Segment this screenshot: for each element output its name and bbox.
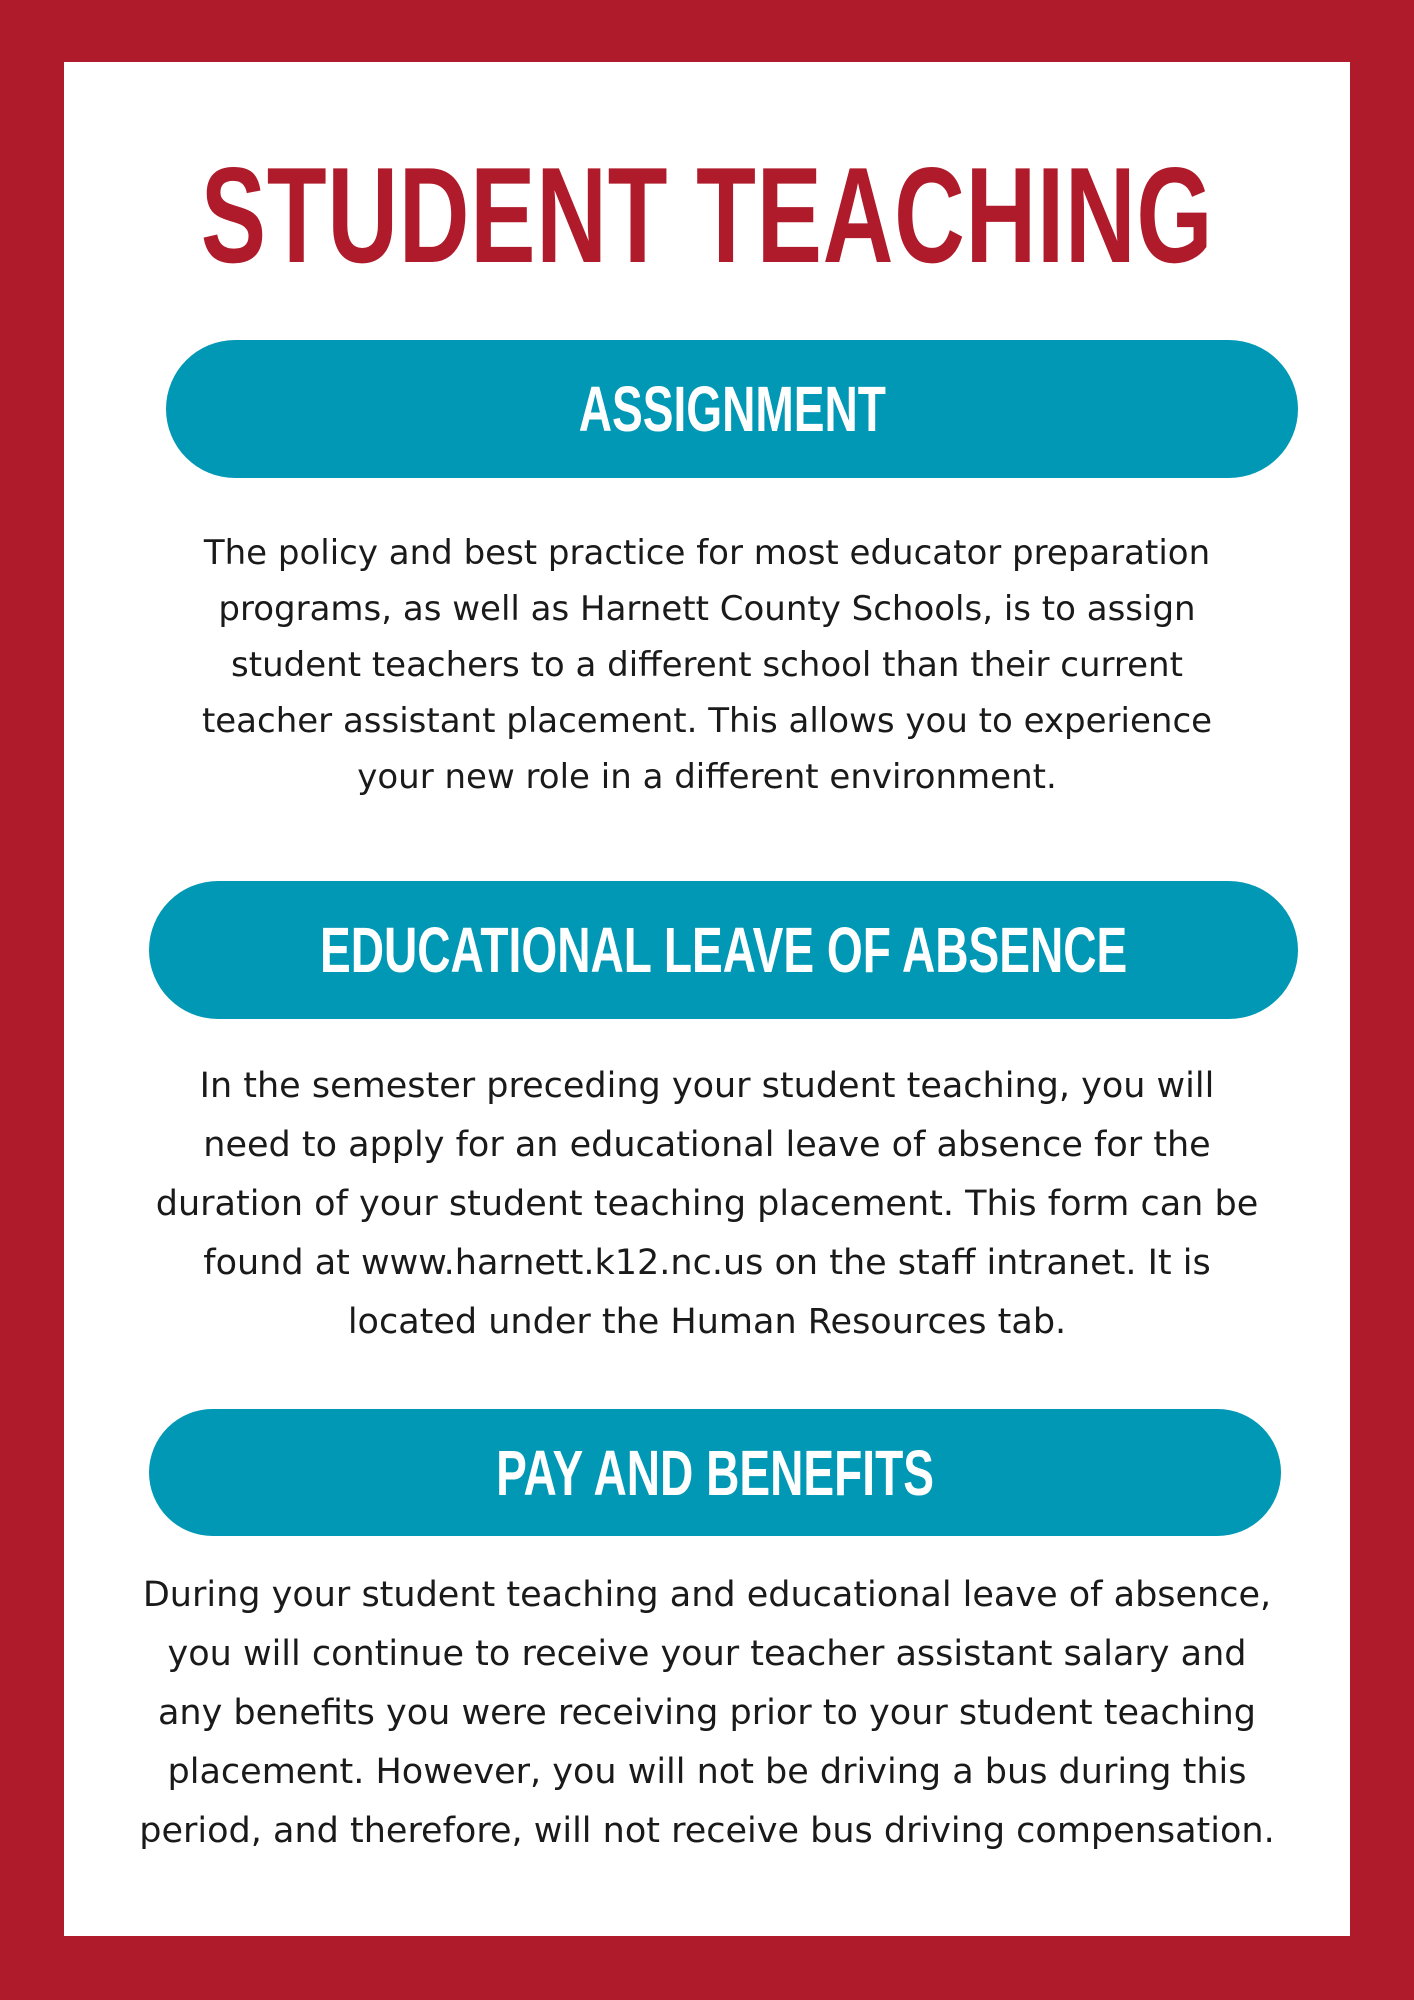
- leave-of-absence-heading-banner: [149, 881, 1298, 1019]
- assignment-heading: ASSIGNMENT: [578, 373, 886, 445]
- pay-and-benefits-text: During your student teaching and educational leave of absence, you will continue to receive your teacher assistant salary and any benefits you were receiving prior to your student teaching placement. However, you will not be driving a bus during this period, and therefore, will not receive bus driving compensation.: [139, 1575, 1275, 1851]
- pay-and-benefits-heading-banner: [149, 1409, 1281, 1536]
- leave-of-absence-text: In the semester preceding your student teaching, you will need to apply for an educational leave of absence for the duration of your student teaching placement. This form can be found at www.harnett.k12.nc.us on the staff intranet. It is located under the Human Resources tab.: [155, 1066, 1259, 1342]
- assignment-heading-banner: [166, 340, 1298, 478]
- pay-and-benefits-heading: PAY AND BENEFITS: [496, 1436, 934, 1509]
- leave-of-absence-heading: EDUCATIONAL LEAVE OF ABSENCE: [319, 914, 1128, 986]
- assignment-text: The policy and best practice for most educator preparation programs, as well as Harnett County Schools, is to assign student teachers to a different school than their current teacher assistant placement. This allows you to experience your new role in a different environment.: [201, 533, 1213, 797]
- page-title: STUDENT TEACHING: [200, 139, 1214, 291]
